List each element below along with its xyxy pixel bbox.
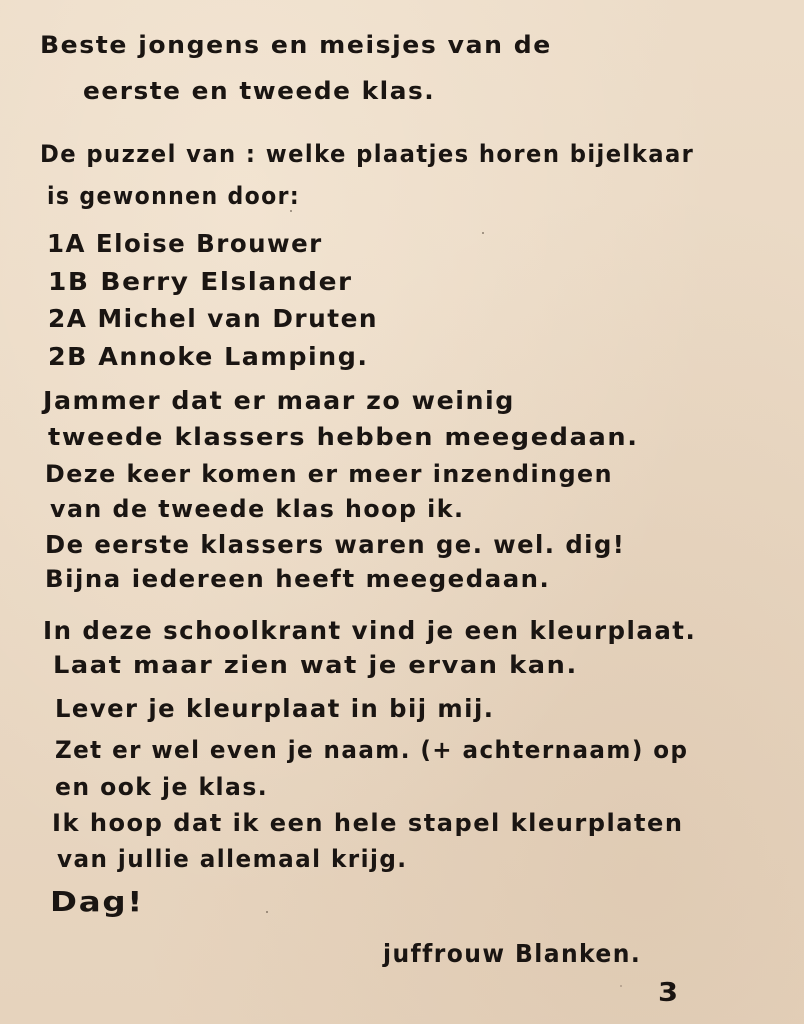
body-line-12: Ik hoop dat ik een hele stapel kleurplaten: [52, 809, 684, 837]
winner-1b: 1B Berry Elslander: [48, 267, 353, 296]
ink-speck: [482, 232, 484, 234]
puzzle-intro-line-2: is gewonnen door:: [47, 182, 301, 210]
signature: juffrouw Blanken.: [383, 939, 642, 968]
closing: Dag!: [50, 885, 144, 918]
body-line-2: tweede klassers hebben meegedaan.: [48, 423, 639, 451]
winner-1a: 1A Eloise Brouwer: [47, 229, 323, 258]
body-line-5: De eerste klassers waren ge. wel. dig!: [45, 530, 626, 559]
body-line-11: en ook je klas.: [55, 773, 269, 801]
greeting-line-2: eerste en tweede klas.: [83, 77, 436, 105]
winner-2a: 2A Michel van Druten: [48, 304, 379, 333]
body-line-10: Zet er wel even je naam. (+ achternaam) op: [55, 736, 689, 764]
body-line-1: Jammer dat er maar zo weinig: [43, 386, 515, 415]
body-line-3: Deze keer komen er meer inzendingen: [45, 460, 614, 488]
greeting-line-1: Beste jongens en meisjes van de: [40, 31, 552, 59]
body-line-8: Laat maar zien wat je ervan kan.: [53, 651, 578, 679]
ink-speck: [290, 210, 292, 212]
puzzle-intro-line-1: De puzzel van : welke plaatjes horen bijelkaar: [40, 140, 695, 168]
body-line-13: van jullie allemaal krijg.: [57, 845, 408, 873]
ink-speck: [266, 911, 268, 913]
body-line-7: In deze schoolkrant vind je een kleurplaat.: [43, 616, 697, 645]
body-line-4: van de tweede klas hoop ik.: [50, 495, 465, 523]
body-line-6: Bijna iedereen heeft meegedaan.: [45, 565, 551, 593]
body-line-9: Lever je kleurplaat in bij mij.: [55, 694, 495, 723]
winner-2b: 2B Annoke Lamping.: [48, 342, 369, 371]
ink-speck: [620, 985, 622, 987]
page-number: 3: [658, 978, 679, 1008]
